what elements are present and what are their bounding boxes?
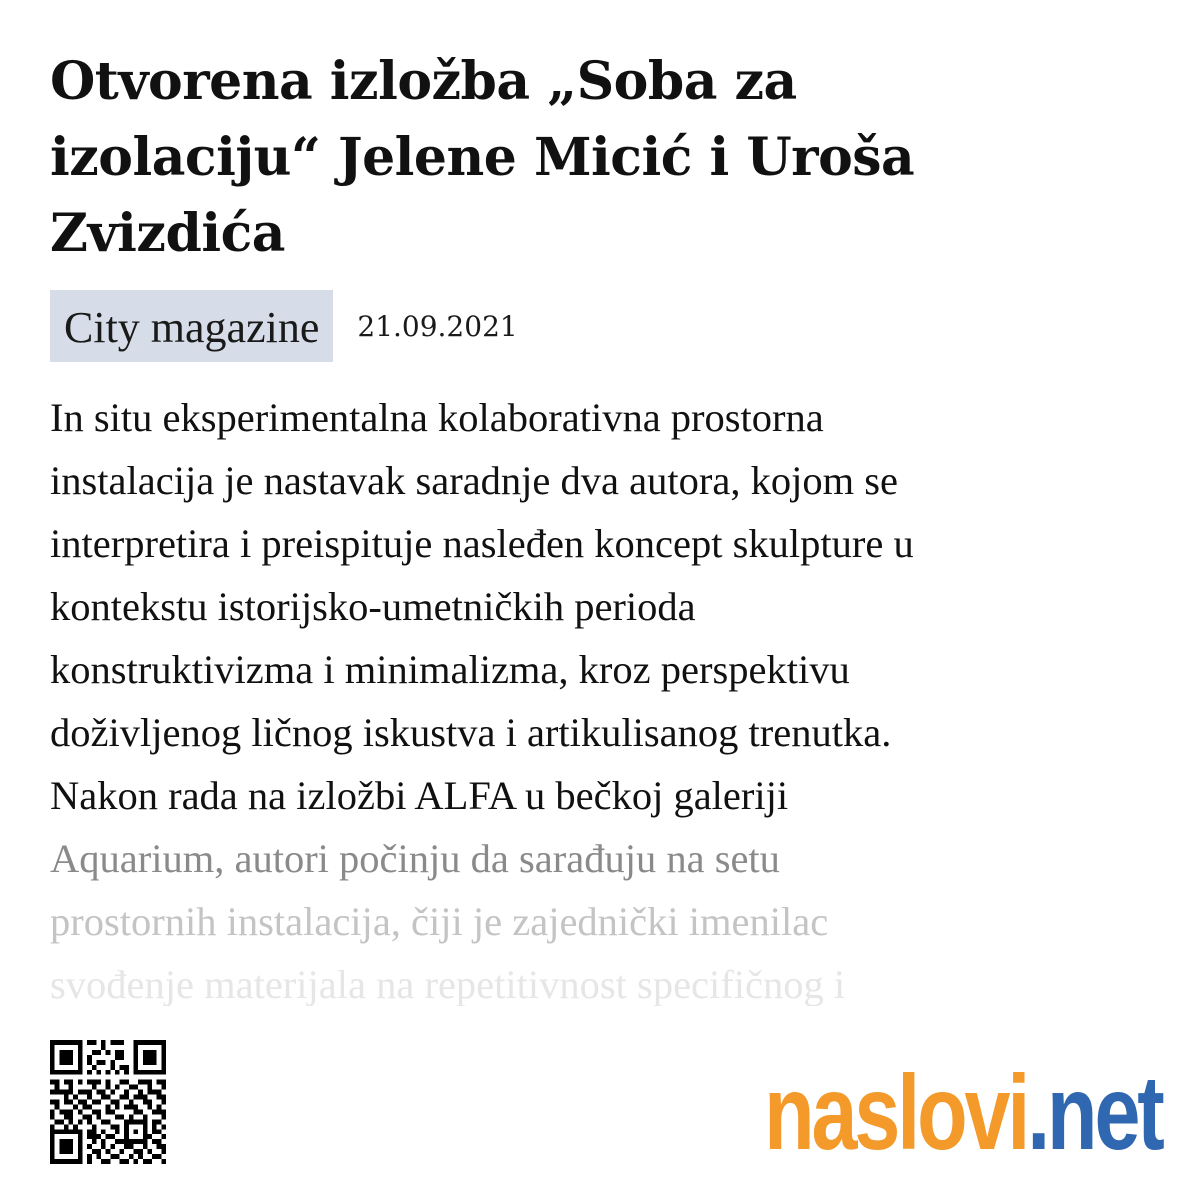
body-line: doživljenog ličnog iskustva i artikulisanog trenutka. [50, 710, 892, 755]
source-badge[interactable]: City magazine [50, 290, 333, 362]
body-line: prostornih instalacija, čiji je zajednički imenilac [50, 899, 829, 944]
body-line: Nakon rada na izložbi ALFA u bečkoj galeriji [50, 773, 789, 818]
body-line: interpretira i preispituje nasleđen koncept skulpture u [50, 521, 914, 566]
publish-date: 21.09.2021 [357, 310, 518, 343]
body-line: konstruktivizma i minimalizma, kroz perspektivu [50, 647, 850, 692]
body-line: kontekstu istorijsko-umetničkih perioda [50, 584, 696, 629]
body-line: instalacija je nastavak saradnje dva autora, kojom se [50, 458, 898, 503]
title-line: izolaciju“ Jelene Micić i Uroša [50, 127, 915, 188]
article-body [50, 386, 1150, 1006]
logo-text-net: .net [1027, 1054, 1162, 1172]
title-line: Zvizdića [50, 203, 285, 264]
article-meta [50, 290, 518, 362]
body-line: Aquarium, autori počinju da sarađuju na setu [50, 836, 780, 881]
naslovi-logo[interactable] [764, 1054, 1162, 1172]
title-line: Otvorena izložba „Soba za [50, 51, 797, 112]
body-line: svođenje materijala na repetitivnost specifičnog i [50, 962, 846, 1006]
qr-code-icon[interactable] [50, 1040, 166, 1164]
body-line: In situ eksperimentalna kolaborativna prostorna [50, 395, 824, 440]
article-title [50, 44, 1160, 272]
logo-text-naslovi: naslovi [764, 1054, 1028, 1172]
